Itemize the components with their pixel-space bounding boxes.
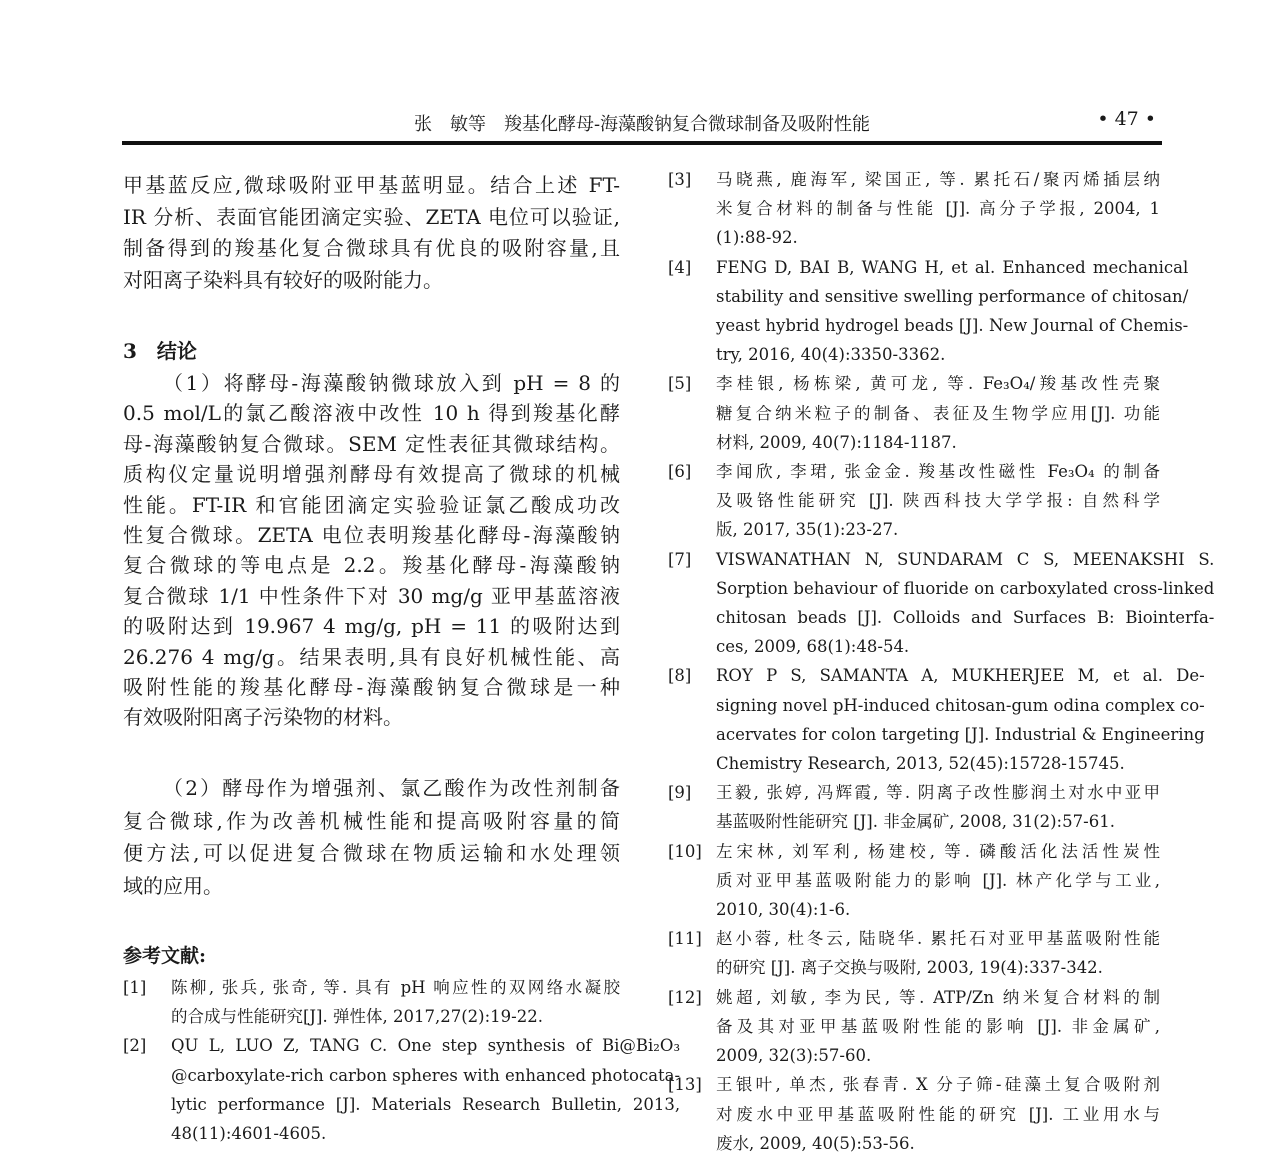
text-line: 2010, 30(4):1-6. (716, 900, 851, 920)
text-line: 复合微球,作为改善机械性能和提高吸附容量的简 (123, 808, 620, 833)
section-heading: 3 结论 (123, 339, 197, 363)
reference-item (668, 1070, 1160, 1158)
reference-item (668, 253, 1189, 370)
text-line: （2）酵母作为增强剂、氯乙酸作为改性剂制备 (163, 776, 620, 800)
text-line: 有效吸附阳离子污染物的材料。 (123, 705, 403, 730)
text-line: 性复合微球。ZETA 电位表明羧基化酵母-海藻酸钠 (123, 523, 620, 548)
text-line: Sorption behaviour of fluoride on carboxylated cross-linked (716, 578, 1215, 598)
text-line: 备及其对亚甲基蓝吸附性能的影响 [J]. 非金属矿, (716, 1016, 1160, 1036)
text-line: VISWANATHAN N, SUNDARAM C S, MEENAKSHI S. (716, 549, 1215, 569)
text-line: 性能。FT-IR 和官能团滴定实验验证氯乙酸成功改 (123, 492, 620, 517)
text-line: 及吸铬性能研究 [J]. 陕西科技大学学报: 自然科学 (716, 491, 1160, 511)
reference-number: [1] (123, 978, 147, 997)
text-line: ROY P S, SAMANTA A, MUKHERJEE M, et al. De- (716, 666, 1205, 686)
text-line: 马晓燕, 鹿海军, 梁国正, 等. 累托石/聚丙烯插层纳 (716, 170, 1160, 189)
text-line: 左宋林, 刘军利, 杨建校, 等. 磷酸活化法活性炭性 (716, 841, 1160, 861)
text-line: 姚超, 刘敏, 李为民, 等. ATP/Zn 纳米复合材料的制 (716, 987, 1160, 1007)
page-number: • 47 • (1097, 108, 1156, 130)
text-line: 的研究 [J]. 离子交换与吸附, 2003, 19(4):337-342. (716, 958, 1103, 978)
reference-text (716, 545, 1214, 662)
text-line: QU L, LUO Z, TANG C. One step synthesis of Bi@Bi₂O₃ (171, 1036, 681, 1056)
text-line: try, 2016, 40(4):3350-3362. (716, 345, 946, 365)
text-line: 糖复合纳米粒子的制备、表征及生物学应用[J]. 功能 (716, 403, 1160, 423)
reference-number: [6] (668, 462, 692, 482)
text-line: 48(11):4601-4605. (171, 1124, 327, 1144)
references-list-right (668, 165, 1215, 1158)
text-line: 复合微球的等电点是 2.2。羧基化酵母-海藻酸钠 (123, 553, 620, 578)
text-line: （1）将酵母-海藻酸钠微球放入到 pH = 8 的 (163, 371, 620, 395)
reference-number: [5] (668, 374, 692, 394)
reference-item (668, 165, 1160, 253)
text-line: 废水, 2009, 40(5):53-56. (716, 1133, 915, 1153)
text-line: @carboxylate-rich carbon spheres with enhanced photocata- (171, 1065, 681, 1085)
reference-number: [8] (668, 666, 692, 686)
text-line: 复合微球 1/1 中性条件下对 30 mg/g 亚甲基蓝溶液 (123, 583, 620, 608)
reference-number: [10] (668, 841, 702, 861)
text-line: 赵小蓉, 杜冬云, 陆晓华. 累托石对亚甲基蓝吸附性能 (716, 929, 1160, 949)
text-line: FENG D, BAI B, WANG H, et al. Enhanced mechanical (716, 257, 1189, 277)
text-line: lytic performance [J]. Materials Research Bulletin, 2013, (171, 1094, 681, 1114)
conclusion-paragraph-2 (123, 772, 620, 902)
text-line: Chemistry Research, 2013, 52(45):15728-15745. (716, 754, 1125, 774)
text-line: IR 分析、表面官能团滴定实验、ZETA 电位可以验证, (123, 204, 620, 229)
text-line: (1):88-92. (716, 228, 798, 248)
text-line: yeast hybrid hydrogel beads [J]. New Journal of Chemis- (716, 316, 1189, 336)
intro-paragraph (123, 170, 620, 297)
reference-item (123, 1031, 681, 1148)
reference-item (668, 983, 1160, 1071)
text-line: 李闻欣, 李珺, 张金金. 羧基改性磁性 Fe₃O₄ 的制备 (716, 462, 1160, 482)
reference-text (716, 457, 1160, 545)
reference-number: [4] (668, 257, 692, 277)
text-line: 甲基蓝反应,微球吸附亚甲基蓝明显。结合上述 FT- (123, 173, 620, 197)
reference-number: [3] (668, 170, 692, 189)
text-line: chitosan beads [J]. Colloids and Surfaces B: Biointerfa- (716, 608, 1215, 628)
running-title: 张 敏等 羧基化酵母-海藻酸钠复合微球制备及吸附性能 (413, 114, 871, 135)
reference-item (668, 924, 1160, 982)
reference-item (668, 778, 1160, 836)
reference-item (123, 973, 620, 1031)
text-line: ces, 2009, 68(1):48-54. (716, 637, 910, 657)
reference-text (716, 253, 1188, 370)
text-line: 制备得到的羧基化复合微球具有优良的吸附容量,且 (123, 236, 620, 261)
text-line: 的合成与性能研究[J]. 弹性体, 2017,27(2):19-22. (171, 1007, 543, 1027)
reference-number: [9] (668, 783, 692, 803)
text-line: 域的应用。 (123, 873, 223, 898)
text-line: signing novel pH-induced chitosan-gum odina complex co- (716, 695, 1205, 715)
text-line: stability and sensitive swelling performance of chitosan/ (716, 286, 1189, 306)
reference-text (716, 924, 1160, 982)
reference-item (668, 837, 1160, 925)
conclusion-paragraph-1 (123, 368, 620, 733)
references-list-left (123, 973, 681, 1148)
text-line: 母-海藻酸钠复合微球。SEM 定性表征其微球结构。 (123, 431, 620, 456)
reference-text (716, 983, 1160, 1071)
reference-item (668, 457, 1160, 545)
header-rule (122, 141, 1162, 145)
reference-text (716, 778, 1160, 836)
reference-number: [12] (668, 987, 702, 1007)
text-line: 李桂银, 杨栋梁, 黄可龙, 等. Fe₃O₄/羧基改性壳聚 (716, 374, 1160, 394)
text-line: 米复合材料的制备与性能 [J]. 高分子学报, 2004, 1 (716, 199, 1160, 219)
running-header (122, 108, 1162, 138)
text-line: 材料, 2009, 40(7):1184-1187. (716, 432, 957, 452)
text-line: 2009, 32(3):57-60. (716, 1046, 872, 1066)
references-heading: 参考文献: (123, 945, 207, 967)
text-line: 26.276 4 mg/g。结果表明,具有良好机械性能、高 (123, 644, 620, 669)
reference-item (668, 545, 1215, 662)
text-line: 便方法,可以促进复合微球在物质运输和水处理领 (123, 841, 620, 865)
reference-text (716, 369, 1160, 457)
reference-number: [2] (123, 1036, 147, 1056)
reference-text (716, 1070, 1160, 1158)
text-line: 王银叶, 单杰, 张春青. X 分子筛-硅藻土复合吸附剂 (716, 1075, 1160, 1095)
reference-text (716, 837, 1160, 925)
text-line: 基蓝吸附性能研究 [J]. 非金属矿, 2008, 31(2):57-61. (716, 812, 1115, 832)
reference-number: [13] (668, 1075, 702, 1095)
text-line: 版, 2017, 35(1):23-27. (716, 520, 899, 540)
text-line: 质构仪定量说明增强剂酵母有效提高了微球的机械 (123, 462, 620, 487)
text-line: 王毅, 张婷, 冯辉霞, 等. 阴离子改性膨润土对水中亚甲 (716, 783, 1160, 803)
text-line: 对废水中亚甲基蓝吸附性能的研究 [J]. 工业用水与 (716, 1104, 1160, 1124)
reference-text (171, 973, 620, 1031)
text-line: 0.5 mol/L的氯乙酸溶液中改性 10 h 得到羧基化酵 (123, 401, 620, 426)
text-line: 吸附性能的羧基化酵母-海藻酸钠复合微球是一种 (123, 675, 620, 700)
reference-text (716, 165, 1160, 253)
text-line: 陈柳, 张兵, 张奇, 等. 具有 pH 响应性的双网络水凝胶 (171, 978, 620, 997)
text-line: 对阳离子染料具有较好的吸附能力。 (123, 268, 443, 293)
reference-text (716, 661, 1205, 778)
reference-number: [11] (668, 929, 702, 949)
text-line: acervates for colon targeting [J]. Industrial & Engineering (716, 724, 1205, 744)
text-line: 质对亚甲基蓝吸附能力的影响 [J]. 林产化学与工业, (716, 870, 1160, 890)
reference-item (668, 661, 1205, 778)
reference-text (171, 1031, 680, 1148)
reference-item (668, 369, 1160, 457)
text-line: 的吸附达到 19.967 4 mg/g, pH = 11 的吸附达到 (123, 614, 620, 639)
reference-number: [7] (668, 549, 692, 569)
